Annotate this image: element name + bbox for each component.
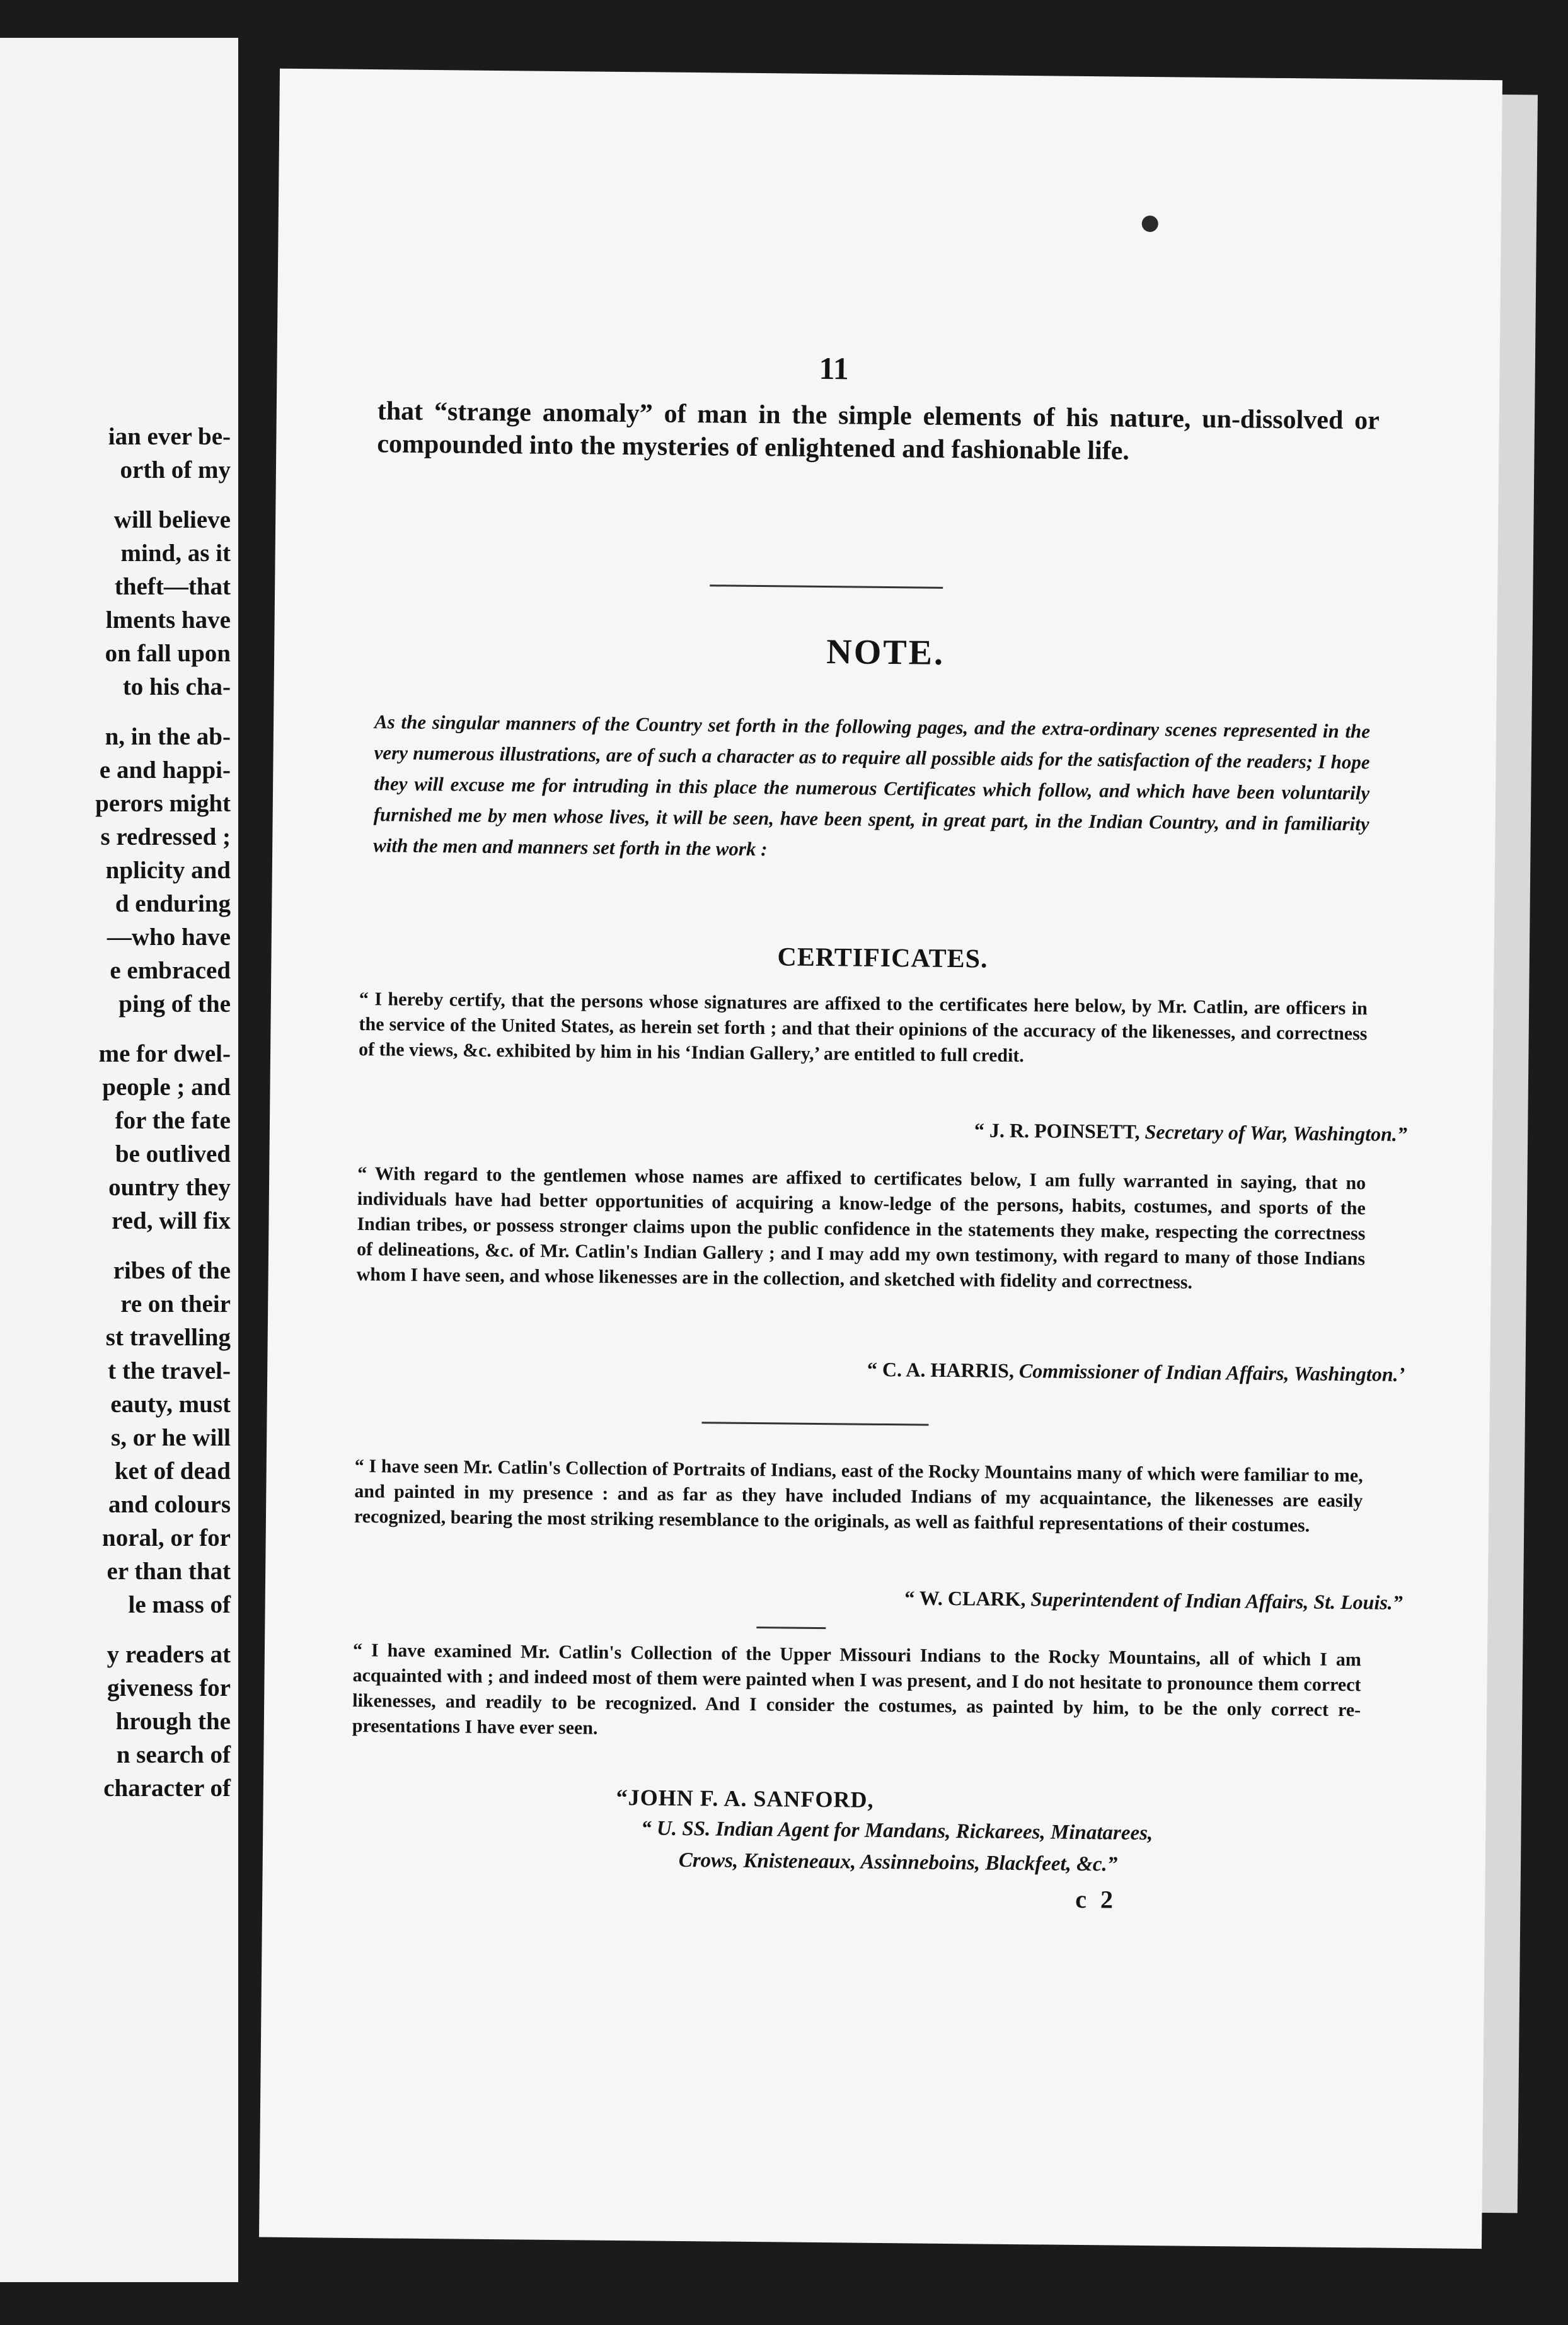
left-facing-page [0,38,238,2282]
left-page-line: st travelling [105,1324,231,1351]
signer-name: “ W. CLARK, [904,1586,1026,1611]
signature-poinsett [974,1118,1407,1146]
left-page-line: eauty, must [110,1391,231,1418]
left-page-line: noral, or for [102,1524,231,1551]
note-heading: NOTE. [826,632,945,673]
signer-title: Superintendent of Indian Affairs, St. Louis.” [1030,1587,1403,1614]
certificate-sanford-text: “ I have examined Mr. Catlin's Collection of the Upper Missouri Indians to the Rocky Mountains, all of which I am acquainted with ; and indeed most of them were painted when I was present, and I do not hesitate to pronounce them correct likenesses, and readily to be recognized. And I consider the costumes, as painted by him, to be the only correct re-presentations I have ever seen. [352,1639,1362,1739]
signer-title-sanford-line1: “ U. SS. Indian Agent for Mandans, Rickarees, Minatarees, [641,1817,1153,1845]
left-page-line: ian ever be- [108,423,231,450]
printer-signature-mark: c 2 [1075,1884,1117,1914]
left-page-line: hrough the [115,1708,231,1735]
left-page-line: orth of my [120,456,231,484]
signer-name: “ J. R. POINSETT, [974,1118,1140,1143]
left-page-line: ping of the [118,990,231,1018]
signature-clark [904,1586,1403,1615]
left-page-line: ountry they [108,1174,231,1201]
left-page-line: d enduring [115,890,231,917]
left-page-line: re on their [120,1290,231,1318]
left-page-line: e and happi- [99,757,231,784]
left-page-line: mind, as it [120,540,231,567]
left-page-line: le mass of [128,1591,231,1618]
ink-spot [1142,216,1158,232]
signer-title: Commissioner of Indian Affairs, Washington.’ [1018,1359,1405,1386]
left-page-line: giveness for [107,1674,231,1702]
left-page-line: —who have [107,924,231,951]
certificate-poinsett-text: “ I hereby certify, that the persons whose signatures are affixed to the certificates here below, by Mr. Catlin, are officers in the service of the United States, as herein set forth ; and that their opinions of the accuracy of the likenesses, and correctness of the views, &c. exhibited by him in his ‘Indian Gallery,’ are entitled to full credit. [358,988,1368,1067]
page-number: 11 [819,350,850,386]
left-page-line: ribes of the [113,1257,231,1284]
left-page-line: on fall upon [105,640,231,667]
left-page-line: for the fate [115,1107,231,1134]
signer-name: “ C. A. HARRIS, [867,1357,1015,1382]
certificates-heading: CERTIFICATES. [777,942,988,974]
signer-title: Secretary of War, Washington.” [1144,1120,1408,1145]
left-page-text [0,420,231,1805]
certificate-harris-text: “ With regard to the gentlemen whose names are affixed to certificates below, I am fully warranted in saying, that no individuals have had better opportunities of acquiring a know-ledge of the persons, habits, costumes, and sports of the Indian tribes, or possess stronger claims upon the public confidence in the statements they make, respecting the correctness of delineations, &c. of Mr. Catlin's Indian Gallery ; and I may add my own testimony, with regard to many of those Indians whom I have seen, and whose likenesses are in the collection, and sketched with fidelity and correctness. [356,1162,1366,1293]
left-page-line: er than that [107,1558,231,1585]
left-page-line: t the travel- [108,1357,231,1384]
left-page-line: y readers at [107,1641,231,1668]
right-page [259,69,1502,2249]
left-page-line: perors might [95,790,231,817]
signer-name-sanford: “JOHN F. A. SANFORD, [616,1784,874,1812]
signer-title-sanford-line2: Crows, Knisteneaux, Assinneboins, Blackfeet, &c.” [678,1848,1118,1876]
left-page-line: n, in the ab- [105,723,231,750]
left-page-line: people ; and [102,1074,231,1101]
left-page-line: n search of [116,1741,231,1768]
left-page-line: and colours [108,1491,231,1518]
left-page-line: lments have [105,606,231,634]
left-page-line: s redressed ; [100,823,231,850]
left-page-line: to his cha- [122,673,231,700]
left-page-line: character of [103,1775,231,1802]
certificate-clark-text: “ I have seen Mr. Catlin's Collection of Portraits of Indians, east of the Rocky Mountains many of which were familiar to me, and painted in my presence : and as far as they have included Indians of my acquaintance, the likenesses are easily recognized, bearing the most striking resemblance to the originals, as well as faithful representations of their costumes. [354,1455,1363,1536]
note-paragraph: As the singular manners of the Country set forth in the following pages, and the extra-ordinary scenes represented in the very numerous illustrations, are of such a character as to require all possible aids for the satisfaction of the readers; I hope they will excuse me for intruding in this place the numerous Certificates which follow, and which have been voluntarily furnished me by men whose lives, it will be seen, have been spent, in great part, in the Indian Country, and in familiarity with the men and manners set forth in the work : [373,710,1371,861]
intro-paragraph: that “strange anomaly” of man in the simple elements of his nature, un-dissolved or compounded into the mysteries of enlightened and fashionable life. [377,397,1380,466]
left-page-line: will believe [113,506,231,533]
left-page-line: be outlived [115,1140,231,1168]
left-page-line: ket of dead [114,1458,231,1485]
divider-rule [710,584,943,589]
divider-rule [701,1422,928,1425]
left-page-line: e embraced [110,957,231,984]
left-page-line: red, will fix [112,1207,231,1234]
left-page-line: s, or he will [111,1424,231,1451]
left-page-line: me for dwel- [98,1040,231,1067]
left-page-line: nplicity and [105,857,231,884]
short-divider-rule [756,1626,826,1629]
signature-harris [867,1358,1405,1386]
left-page-line: theft—that [114,573,231,600]
